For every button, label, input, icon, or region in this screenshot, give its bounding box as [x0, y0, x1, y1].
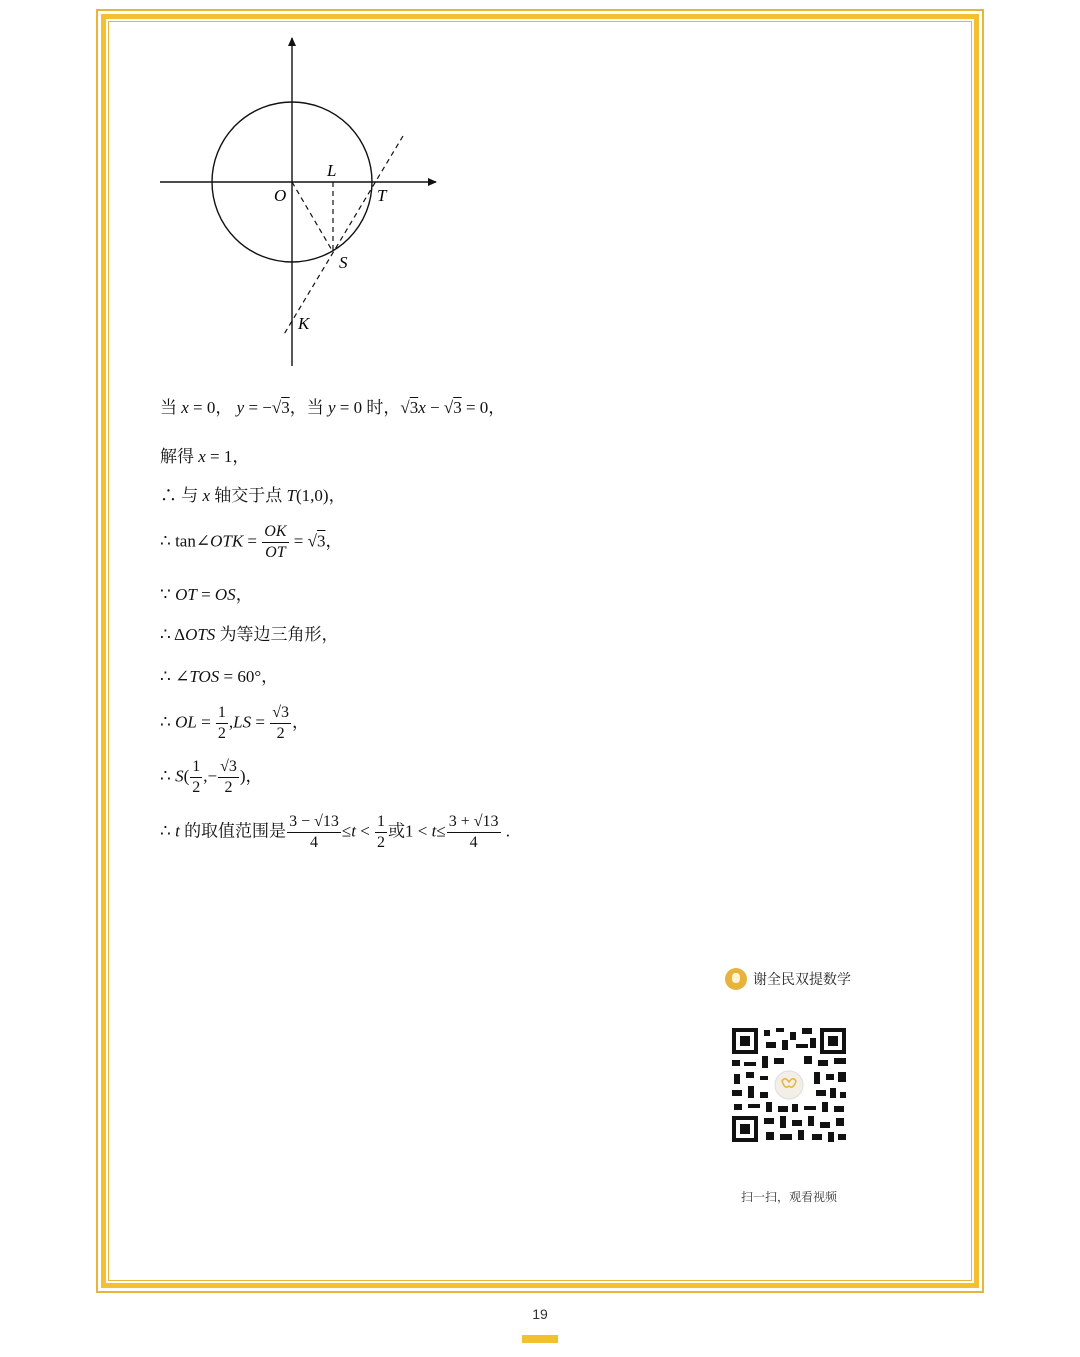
scan-caption: 扫一扫，观看视频 — [741, 1190, 838, 1204]
text: 当 — [160, 398, 182, 417]
numerator: √3 — [270, 703, 291, 724]
text: ≤ — [341, 821, 352, 841]
text: = — [251, 712, 270, 732]
text: ∴ — [160, 766, 176, 786]
label-s: S — [339, 253, 348, 272]
var-x: x — [202, 486, 211, 505]
sqrt-radicand: 3 — [409, 398, 419, 417]
line-tk — [283, 136, 403, 336]
numerator: 1 — [375, 812, 387, 833]
segment-os — [292, 182, 333, 252]
var-x: x — [181, 398, 189, 417]
var-t: t — [431, 821, 437, 841]
text: ， — [292, 712, 309, 732]
triangle-name: OTS — [185, 625, 216, 644]
label-o: O — [274, 186, 287, 205]
text: = — [196, 585, 215, 604]
var-y: y — [327, 398, 336, 417]
angle-name: OTK — [210, 531, 244, 551]
fraction — [216, 703, 228, 744]
page-number: 19 — [532, 1306, 548, 1322]
brand-name: 谢全民双提数学 — [753, 972, 851, 988]
text: 为等边三角形， — [215, 625, 339, 644]
numerator: 1 — [216, 703, 228, 724]
solution-line-2 — [160, 447, 249, 467]
sqrt-radicand: 3 — [453, 398, 462, 417]
solution-line-1: 当 x = 0， y = −√3，当 y = 0 时，√3x − √3 = 0， — [160, 398, 506, 417]
text: − — [425, 398, 444, 417]
solution-line-6 — [160, 625, 339, 645]
text: , — [228, 712, 234, 732]
denominator: 2 — [377, 834, 386, 851]
segment-name: OS — [214, 585, 236, 604]
text: ∴ ∠ — [160, 667, 190, 686]
text: = − — [244, 398, 272, 417]
var-x: x — [418, 398, 426, 417]
solution-line-10 — [160, 812, 510, 853]
text: ∴ — [160, 821, 176, 841]
var-x: x — [198, 447, 206, 466]
numerator: 3 + √13 — [447, 812, 501, 833]
label-k: K — [298, 314, 310, 333]
numerator-text: OK — [264, 523, 287, 540]
fraction — [262, 522, 288, 563]
text: = — [243, 531, 262, 551]
label-t: T — [377, 186, 387, 205]
var-y: y — [236, 398, 245, 417]
denominator: 4 — [469, 834, 478, 851]
geometry-diagram — [150, 30, 450, 375]
segment-name: OL — [175, 712, 197, 732]
text: = 0， — [461, 398, 506, 417]
text: . — [501, 821, 511, 841]
fraction — [218, 757, 239, 798]
text: (1,0)， — [296, 486, 346, 505]
text: ≤ — [436, 821, 446, 841]
segment-name: OT — [175, 585, 197, 604]
text: ， — [325, 531, 343, 551]
var-t: t — [351, 821, 356, 841]
numerator — [262, 522, 288, 543]
denominator: 2 — [276, 725, 285, 742]
qr-code-icon[interactable] — [730, 1026, 848, 1144]
text: ∵ — [160, 585, 176, 604]
denominator — [262, 543, 288, 563]
numerator: 1 — [190, 757, 202, 778]
label-l: L — [327, 161, 337, 180]
fraction — [375, 812, 387, 853]
text: = 1， — [205, 447, 250, 466]
text: )， — [239, 766, 263, 786]
solution-line-5 — [160, 585, 253, 605]
fraction — [447, 812, 501, 853]
brand-logo-icon — [725, 968, 747, 990]
text: ∴ Δ — [160, 625, 186, 644]
denominator: 2 — [192, 779, 201, 796]
fraction — [190, 757, 202, 798]
text: ∴ 与 — [160, 486, 203, 505]
angle-name: TOS — [189, 667, 220, 686]
segment-name: LS — [233, 712, 252, 732]
text: 轴交于点 — [210, 486, 287, 505]
denominator: 2 — [224, 779, 233, 796]
text: ,− — [203, 766, 218, 786]
solution-line-4: ∴ tan∠OTK = $\frac{OK}{OT}$ = √3， — [160, 523, 343, 561]
solution-line-3 — [160, 486, 346, 506]
text: = 0 时， — [335, 398, 401, 417]
text: ∴ — [160, 712, 176, 732]
text: 或1 < — [388, 821, 432, 841]
text: 的取值范围是 — [179, 821, 287, 841]
text: 解得 — [160, 447, 199, 466]
point-t: T — [286, 486, 297, 505]
sqrt-radicand: 3 — [316, 531, 326, 551]
denominator-text: OT — [265, 544, 286, 561]
brand — [725, 968, 851, 990]
denominator: 4 — [309, 834, 318, 851]
text: ( — [183, 766, 190, 786]
denominator: 2 — [217, 725, 226, 742]
numerator: 3 − √13 — [287, 812, 341, 833]
var-t: t — [175, 821, 180, 841]
fraction — [287, 812, 341, 853]
fraction — [270, 703, 291, 744]
text: = — [289, 531, 308, 551]
page-marker — [522, 1335, 558, 1343]
solution-line-8 — [160, 703, 309, 744]
text: = 0， — [188, 398, 237, 417]
point-s: S — [175, 766, 184, 786]
numerator: √3 — [218, 757, 239, 778]
text: ，当 — [289, 398, 328, 417]
text: ∴ tan∠ — [160, 531, 211, 551]
solution-line-7 — [160, 667, 278, 687]
text: < — [355, 821, 375, 841]
text: = — [196, 712, 215, 732]
text: ， — [235, 585, 253, 604]
sqrt-radicand: 3 — [281, 398, 290, 417]
solution-line-9 — [160, 757, 263, 798]
text: = 60°， — [219, 667, 279, 686]
